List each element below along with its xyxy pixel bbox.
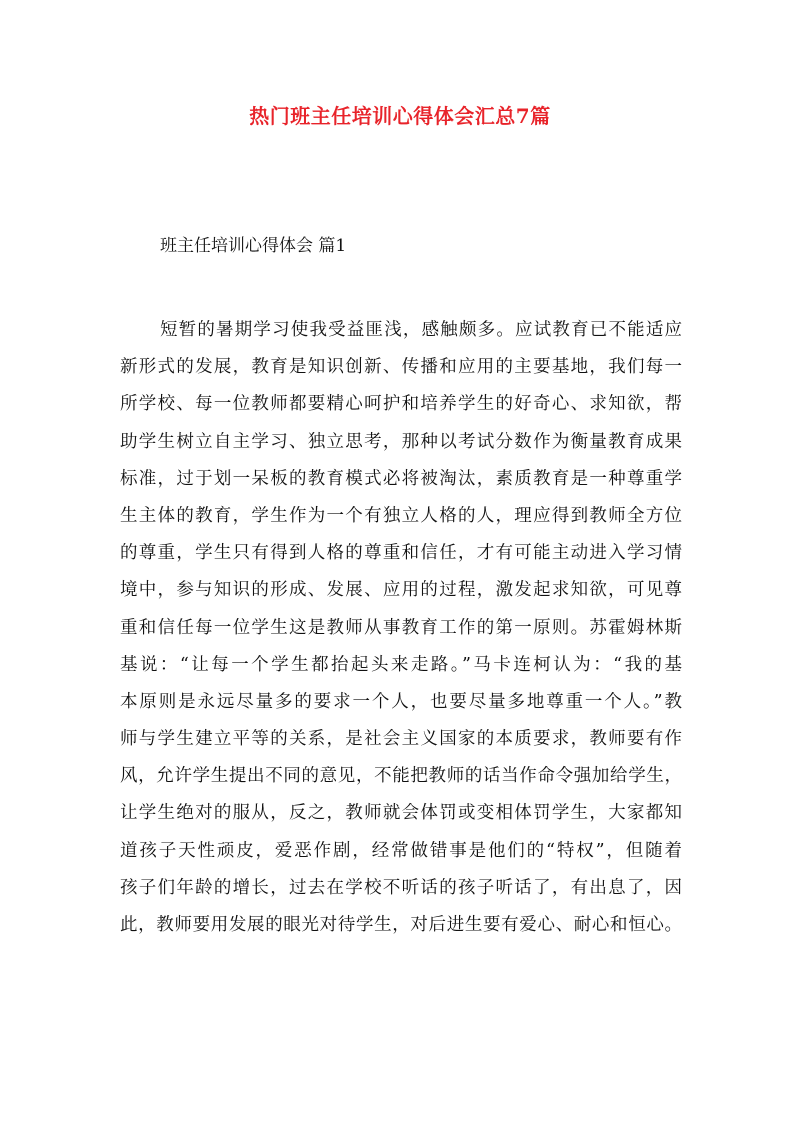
paragraph-line: 本原则是永远尽量多的要求一个人，也要尽量多地尊重一个人。”教 bbox=[120, 691, 682, 712]
body-paragraph bbox=[120, 312, 682, 944]
paragraph-line: 境中，参与知识的形成、发展、应用的过程，激发起求知欲，可见尊 bbox=[120, 580, 682, 601]
paragraph-line: 让学生绝对的服从，反之，教师就会体罚或变相体罚学生，大家都知 bbox=[120, 803, 682, 824]
section-heading: 班主任培训心得体会 篇1 bbox=[160, 236, 347, 256]
paragraph-line: 道孩子天性顽皮，爱恶作剧，经常做错事是他们的“特权”，但随着 bbox=[120, 840, 682, 861]
paragraph-line: 标准，过于划一呆板的教育模式必将被淘汰，素质教育是一种尊重学 bbox=[120, 468, 682, 489]
paragraph-line: 生主体的教育，学生作为一个有独立人格的人，理应得到教师全方位 bbox=[120, 505, 682, 526]
paragraph-line: 此，教师要用发展的眼光对待学生，对后进生要有爱心、耐心和恒心。 bbox=[120, 915, 682, 935]
paragraph-line: 风，允许学生提出不同的意见，不能把教师的话当作命令强加给学生， bbox=[120, 766, 682, 787]
paragraph-line: 师与学生建立平等的关系，是社会主义国家的本质要求，教师要有作 bbox=[120, 729, 682, 750]
paragraph-line: 基说：“让每一个学生都抬起头来走路。”马卡连柯认为：“我的基 bbox=[120, 654, 682, 675]
paragraph-line: 孩子们年龄的增长，过去在学校不听话的孩子听话了，有出息了，因 bbox=[120, 877, 682, 898]
document-title: 热门班主任培训心得体会汇总7篇 bbox=[249, 104, 551, 128]
paragraph-line: 重和信任每一位学生这是教师从事教育工作的第一原则。苏霍姆林斯 bbox=[120, 617, 682, 638]
paragraph-line: 的尊重，学生只有得到人格的尊重和信任，才有可能主动进入学习情 bbox=[120, 543, 682, 564]
paragraph-line: 所学校、每一位教师都要精心呵护和培养学生的好奇心、求知欲，帮 bbox=[120, 394, 682, 415]
paragraph-line: 新形式的发展，教育是知识创新、传播和应用的主要基地，我们每一 bbox=[120, 357, 682, 378]
paragraph-line: 短暂的暑期学习使我受益匪浅，感触颇多。应试教育已不能适应 bbox=[160, 320, 682, 340]
paragraph-line: 助学生树立自主学习、独立思考，那种以考试分数作为衡量教育成果 bbox=[120, 431, 682, 452]
